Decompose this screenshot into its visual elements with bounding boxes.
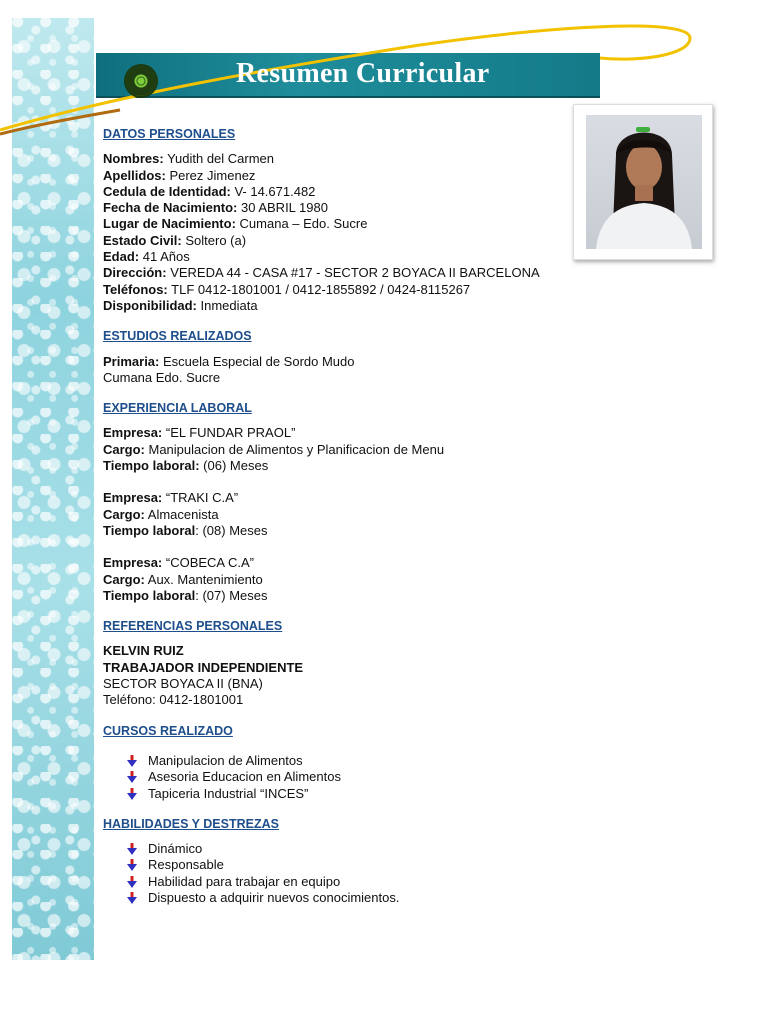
field-label: Fecha de Nacimiento: [103, 200, 238, 216]
field-label: Cargo: [103, 571, 145, 587]
field-label: Dirección: [103, 265, 167, 281]
portrait-image [586, 115, 702, 249]
field-value: 30 ABRIL 1980 [237, 200, 328, 216]
field-edad [103, 249, 563, 265]
page-title: Resumen Curricular [236, 58, 490, 89]
spacer [103, 539, 563, 555]
field-value: Perez Jimenez [165, 167, 256, 183]
section-heading-cursos: CURSOS REALIZADO [103, 723, 233, 738]
list-item-text: Dinámico [148, 841, 203, 857]
field-estado-civil [103, 233, 563, 249]
reference-role [103, 660, 563, 676]
field-label: Tiempo laboral [103, 587, 196, 603]
job-entry [103, 425, 563, 474]
field-label: Estado Civil: [103, 232, 182, 248]
field-label: Teléfonos: [103, 281, 168, 297]
field-value: : (08) Meses [195, 522, 268, 538]
field-label: Cedula de Identidad: [103, 183, 231, 199]
section-heading-datos: DATOS PERSONALES [103, 127, 236, 141]
personal-data-list [103, 151, 563, 314]
section-heading-habilidades: HABILIDADES Y DESTREZAS [103, 816, 279, 831]
field-value: Almacenista [144, 506, 219, 522]
study-location: Cumana Edo. Sucre [103, 369, 221, 385]
field-label: Primaria: [103, 353, 160, 369]
job-cargo [103, 507, 563, 523]
field-value: 41 Años [139, 249, 190, 265]
list-item [127, 786, 563, 802]
job-cargo [103, 442, 563, 458]
list-item-text: Manipulacion de Alimentos [148, 752, 303, 768]
field-value: Cumana – Edo. Sucre [235, 216, 368, 232]
list-item-text: Dispuesto a adquirir nuevos conocimientos. [148, 889, 400, 905]
field-value: VEREDA 44 - CASA #17 - SECTOR 2 BOYACA II BARCELONA [166, 265, 540, 281]
field-value: “EL FUNDAR PRAOL” [162, 425, 296, 441]
job-cargo [103, 572, 563, 588]
field-label: Empresa: [103, 490, 163, 506]
list-item [127, 890, 563, 906]
field-cedula [103, 184, 563, 200]
field-value: “TRAKI C.A” [162, 490, 239, 506]
field-value: Manipulacion de Alimentos y Planificacion de Menu [144, 441, 445, 457]
job-tiempo [103, 588, 563, 604]
reference-name-text: KELVIN RUIZ [103, 643, 184, 659]
list-item [127, 841, 563, 857]
field-value: TLF 0412-1801001 / 0412-1855892 / 0424-8115267 [167, 281, 471, 297]
arrow-down-bullet-icon [127, 771, 137, 783]
arrow-down-bullet-icon [127, 892, 137, 904]
job-empresa [103, 555, 563, 571]
reference-role-text: TRABAJADOR INDEPENDIENTE [103, 659, 304, 675]
study-primaria [103, 354, 563, 370]
field-apellidos [103, 168, 563, 184]
field-disponibilidad [103, 298, 563, 314]
section-heading-experiencia: EXPERIENCIA LABORAL [103, 401, 252, 416]
job-empresa [103, 425, 563, 441]
arrow-down-bullet-icon [127, 876, 137, 888]
field-nombres [103, 151, 563, 167]
reference-address: SECTOR BOYACA II (BNA) [103, 676, 263, 692]
reference-name [103, 643, 563, 659]
field-value: Inmediata [196, 297, 258, 313]
water-droplet-border [12, 18, 94, 960]
arrow-down-bullet-icon [127, 755, 137, 767]
field-label: Tiempo laboral: [103, 458, 200, 474]
field-value: “COBECA C.A” [162, 555, 254, 571]
job-tiempo [103, 458, 563, 474]
field-telefonos [103, 282, 563, 298]
field-label: Tiempo laboral [103, 522, 196, 538]
field-value: (06) Meses [199, 458, 269, 474]
skills-list [103, 841, 563, 906]
field-label: Empresa: [103, 425, 163, 441]
job-empresa [103, 490, 563, 506]
field-label: Empresa: [103, 555, 163, 571]
field-label: Edad: [103, 249, 140, 265]
list-item [127, 769, 563, 785]
job-tiempo [103, 523, 563, 539]
list-item [127, 874, 563, 890]
list-item-text: Responsable [148, 857, 224, 873]
section-heading-referencias: REFERENCIAS PERSONALES [103, 619, 283, 634]
courses-list [103, 753, 563, 802]
arrow-down-bullet-icon [127, 843, 137, 855]
field-label: Disponibilidad: [103, 297, 197, 313]
resume-body [103, 126, 563, 906]
field-label: Lugar de Nacimiento: [103, 216, 236, 232]
list-item [127, 753, 563, 769]
field-value: V- 14.671.482 [230, 183, 316, 199]
list-item-text: Asesoria Educacion en Alimentos [148, 769, 341, 785]
field-direccion [103, 265, 563, 281]
field-lugar-nacimiento [103, 216, 563, 232]
field-value: Aux. Mantenimiento [144, 571, 263, 587]
profile-photo [573, 104, 713, 260]
job-entry [103, 490, 563, 539]
reference-phone: Teléfono: 0412-1801001 [103, 692, 244, 708]
field-label: Nombres: [103, 151, 164, 167]
field-value: Yudith del Carmen [163, 151, 275, 167]
field-value: Escuela Especial de Sordo Mudo [159, 353, 355, 369]
list-item-text: Habilidad para trabajar en equipo [148, 873, 341, 889]
job-entry [103, 555, 563, 604]
section-heading-estudios: ESTUDIOS REALIZADOS [103, 329, 252, 344]
spacer [103, 474, 563, 490]
list-item-text: Tapiceria Industrial “INCES” [148, 785, 309, 801]
arrow-down-bullet-icon [127, 788, 137, 800]
list-item [127, 857, 563, 873]
globe-icon [126, 66, 156, 96]
field-value: Soltero (a) [181, 232, 247, 248]
field-fecha-nacimiento [103, 200, 563, 216]
field-label: Cargo: [103, 441, 145, 457]
field-label: Apellidos: [103, 167, 166, 183]
field-label: Cargo: [103, 506, 145, 522]
field-value: : (07) Meses [195, 587, 268, 603]
arrow-down-bullet-icon [127, 859, 137, 871]
